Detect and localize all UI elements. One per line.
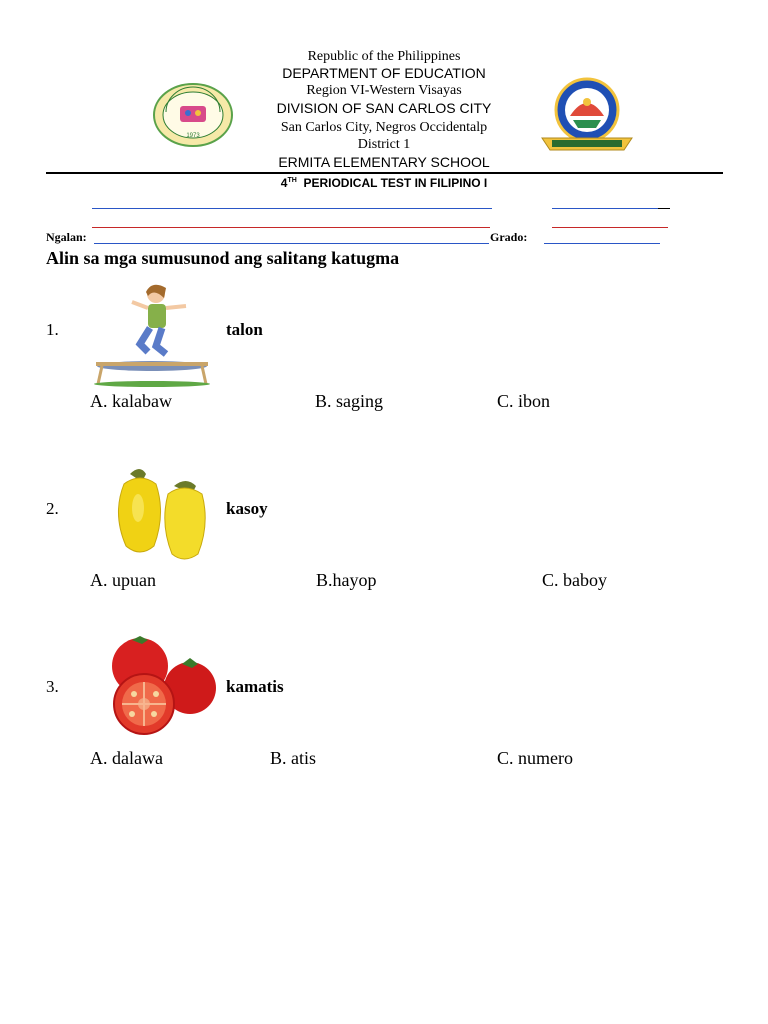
question-2-choice-a[interactable]: A. upuan [90, 570, 156, 590]
test-title-superscript: TH [287, 177, 297, 184]
question-1-choice-b[interactable]: B. saging [315, 391, 384, 411]
header-school: ERMITA ELEMENTARY SCHOOL [278, 154, 490, 170]
header-city: San Carlos City, Negros Occidentalp [280, 120, 488, 135]
blank-line-blue-2 [552, 208, 658, 209]
blank-line-black-1 [658, 208, 670, 209]
header-division: DIVISION OF SAN CARLOS CITY [276, 100, 492, 116]
division-seal-logo [152, 82, 234, 148]
instruction-text: Alin sa mga sumusunod ang salitang katugma [46, 248, 400, 268]
question-3-number: 3. [46, 677, 59, 696]
question-3-choice-c[interactable]: C. numero [497, 748, 573, 768]
question-2-number: 2. [46, 499, 59, 518]
question-2-word: kasoy [226, 499, 268, 518]
question-1-word: talon [226, 320, 263, 339]
name-field[interactable] [94, 243, 489, 244]
blank-line-red-2 [552, 227, 668, 228]
test-title-number: 4 [280, 176, 288, 190]
jumping-child-trampoline-image [92, 280, 214, 388]
header-region: Region VI-Western Visayas [306, 83, 462, 98]
question-1-choice-c[interactable]: C. ibon [497, 391, 551, 411]
test-title-text: PERIODICAL TEST IN FILIPINO I [303, 176, 488, 190]
question-1-number: 1. [46, 320, 59, 339]
grade-field[interactable] [544, 243, 660, 244]
school-seal-logo [538, 76, 636, 156]
name-label: Ngalan: [46, 230, 87, 244]
header-deped: DEPARTMENT OF EDUCATION [282, 65, 486, 81]
cashew-fruit-image [110, 464, 212, 564]
question-2-choice-b[interactable]: B.hayop [316, 570, 377, 590]
tomato-image [106, 634, 218, 738]
blank-line-blue-1 [92, 208, 492, 209]
header-district: District 1 [357, 137, 411, 152]
seal-year-text: 1973 [186, 133, 200, 139]
question-3-choice-a[interactable]: A. dalawa [90, 748, 163, 768]
test-title [0, 176, 768, 190]
blank-line-red-1 [92, 227, 490, 228]
header-republic: Republic of the Philippines [307, 49, 461, 64]
header-divider [46, 172, 723, 174]
question-1-choice-a[interactable]: A. kalabaw [90, 391, 172, 411]
question-3-word: kamatis [226, 677, 284, 696]
grade-label: Grado: [490, 230, 528, 244]
question-2-choice-c[interactable]: C. baboy [542, 570, 607, 590]
question-3-choice-b[interactable]: B. atis [270, 748, 317, 768]
